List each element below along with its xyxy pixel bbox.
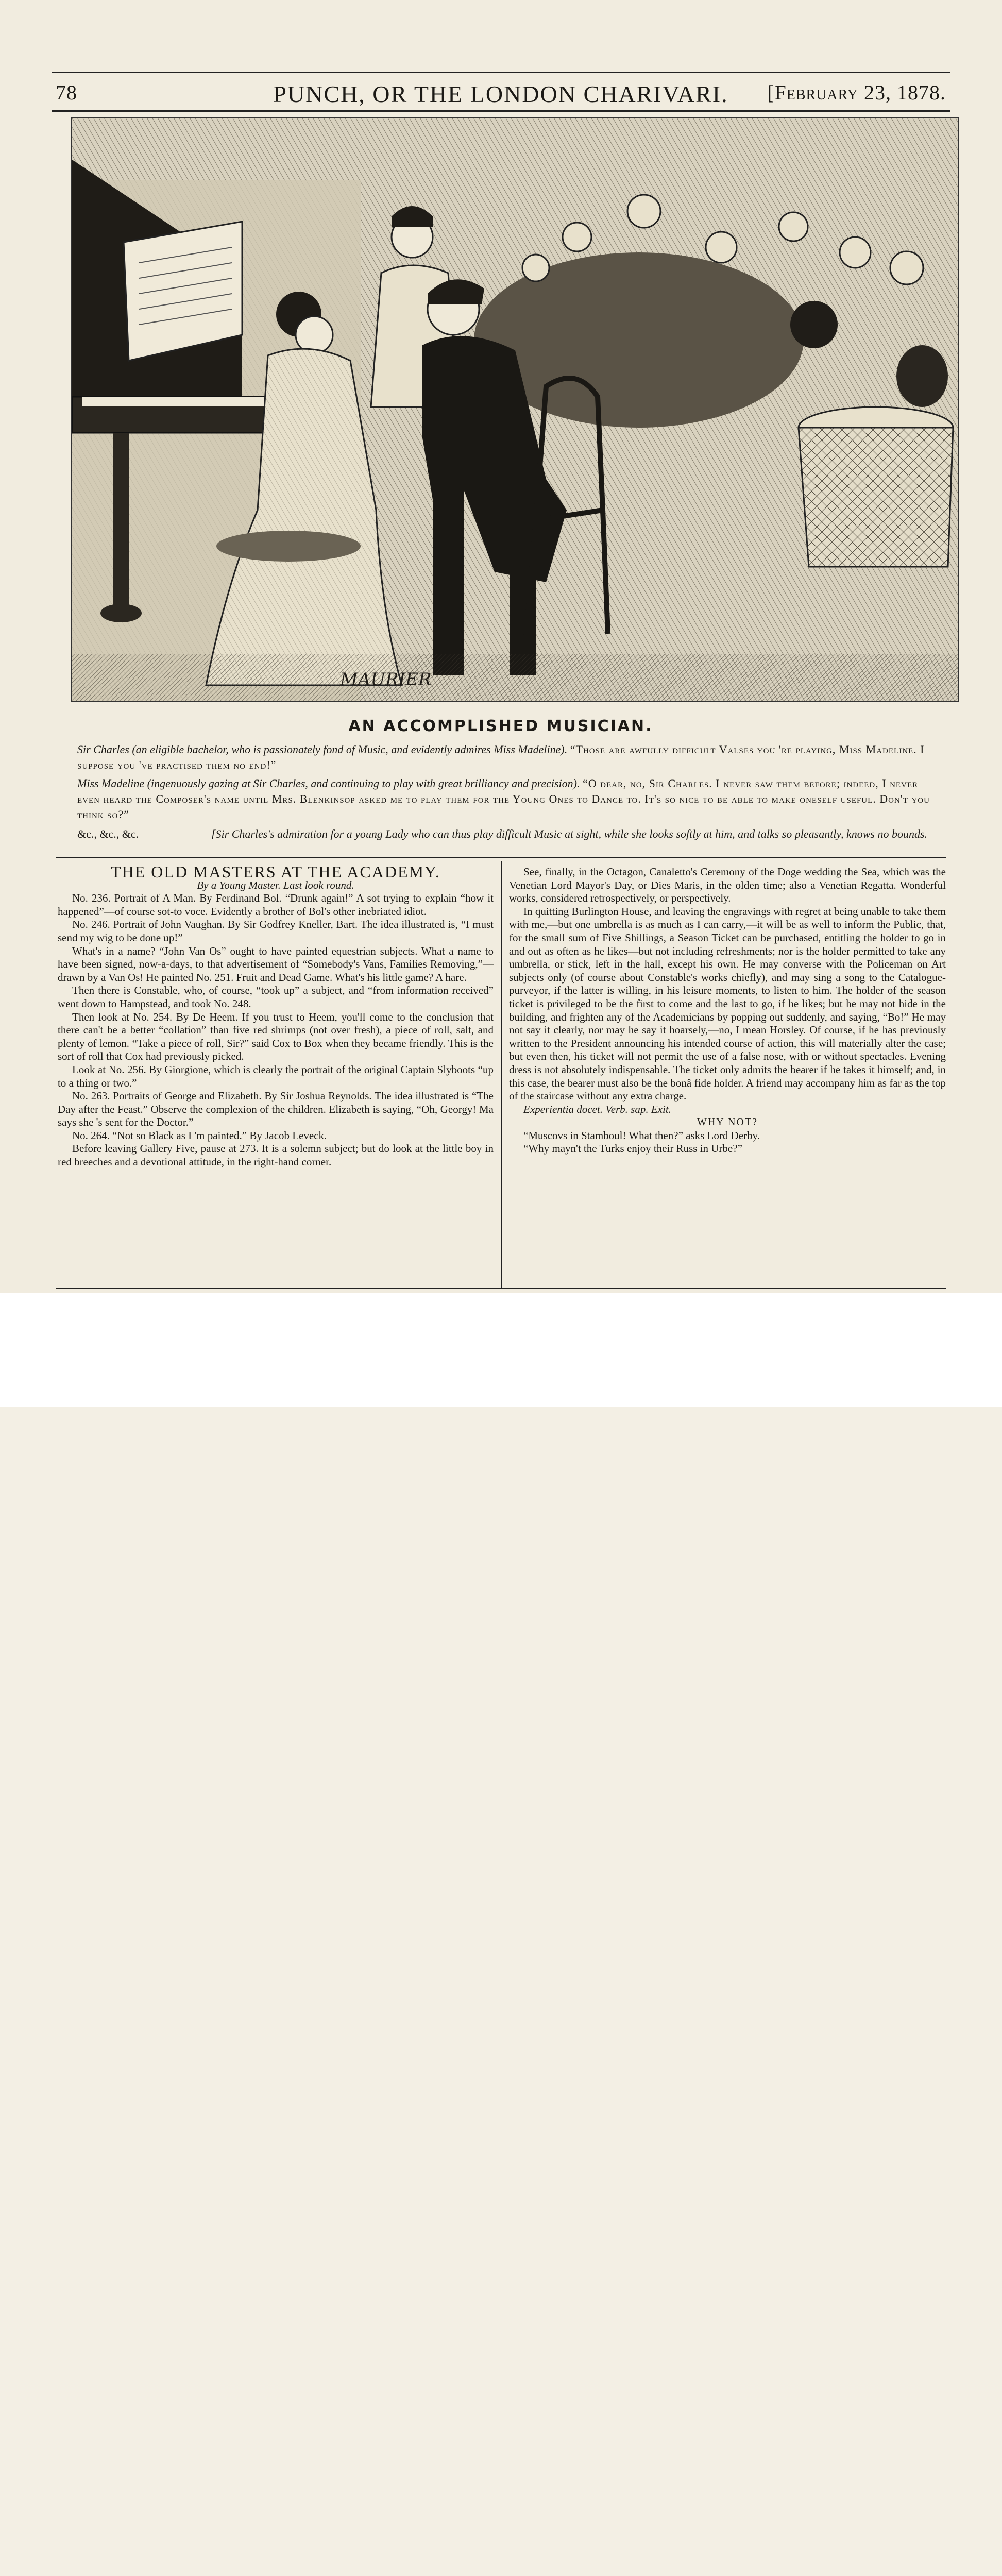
cartoon-engraving [72,118,958,701]
caption-rule [56,857,946,858]
illustration-caption: AN ACCOMPLISHED MUSICIAN. [348,717,653,735]
paragraph: Before leaving Gallery Five, pause at 273. It is a solemn subject; but do look at the little boy in red breeches and a devotional attitude, in the right-hand corner. [58,1142,494,1168]
verse-line: “Why mayn't the Turks enjoy their Russ in Urbe?” [523,1142,742,1155]
engraving-illustration [71,117,959,702]
paragraph: What's in a name? “John Van Os” ought to have painted equestrian subjects. What a name to have been signed, now-a-days, to that advertisement of “Somebody's Vans, Families Removing,”—drawn by a Van Os! He painted No. 251. Fruit and Dead Game. What's his little game? A hare. [58,944,494,984]
etc-line: &c., &c., &c. [77,827,139,840]
paragraph: No. 264. “Not so Black as I 'm painted.” By Jacob Leveck. [72,1129,327,1142]
header-rule [52,110,950,112]
issue-date: [February 23, 1878. [767,81,946,104]
column-divider [501,861,502,1289]
paragraph: No. 246. Portrait of John Vaughan. By Sir Godfrey Kneller, Bart. The idea illustrated is, “I must send my wig to be done up!” [58,918,494,944]
closing-line: Experientia docet. Verb. sap. Exit. [523,1103,671,1115]
speaker-miss-madeline: Miss Madeline [77,777,145,790]
article-heading: THE OLD MASTERS AT THE ACADEMY. [111,862,440,881]
speech-sir-charles: “Those are awfully difficult Valses you 're playing, Miss Madeline. I suppose you 've practised them no end!” [77,743,925,771]
top-rule [52,72,950,73]
paragraph: See, finally, in the Octagon, Canaletto's Ceremony of the Doge wedding the Sea, which was the Venetian Lord Mayor's Day, or Dies Maris, in the olden time; also a Venetian Regatta. Wonderful works, considered retrospectively, or perspectively. [509,866,946,905]
speech-miss-madeline: “O dear, no, Sir Charles. I never saw them before; indeed, I never even heard the Composer's name until Mrs. Blenkinsop asked me to play them for the Young Ones to Dance to. It's so nice to be able to make oneself useful. Don't you think so?” [77,777,930,821]
stage-direction-1: (an eligible bachelor, who is passionately fond of Music, and evidently admires Miss Madeline). [132,743,568,756]
running-header [56,76,946,108]
article-old-masters [58,862,494,1169]
page-number: 78 [56,81,77,104]
speaker-sir-charles: Sir Charles [77,743,129,756]
dialog-sir-charles [77,742,943,773]
paragraph: Then there is Constable, who, of course, “took up” a subject, and “from information received” went down to Hampstead, and took No. 248. [58,984,494,1010]
dialog-miss-madeline [77,776,943,822]
why-not-heading: WHY NOT? [697,1116,758,1128]
paragraph: No. 263. Portraits of George and Elizabeth. By Sir Joshua Reynolds. The idea illustrated is “The Day after the Feast.” Observe the complexion of the children. Elizabeth is saying, “Oh, Georgy! Ma says she 's sent for the Doctor.” [58,1090,494,1129]
paragraph: In quitting Burlington House, and leaving the engravings with regret at being unable to take them with me,—but one umbrella is as much as I can carry,—it will be as well to inform the Public, that, for the small sum of Five Shillings, a Season Ticket can be purchased, entitling the holder to go in and out as often as he likes—but not including refreshments; nor is the holder permitted to take any umbrella, or stick, left in the hall, except his own. He may converse with the Policeman on Art subjects only (of course about Constable's works chiefly), and may sing a song to the Catalogue-purveyor, if the latter is willing, in his leisure moments, to listen to him. The holder of the season ticket is privileged to be the first to come and the last to go, if he likes; but he may not hide in the building, and frighten any of the Academicians by popping out suddenly, and saying, “Bo!” He may not say it clearly, nor may he say it hoarsely,—no, I mean Horsley. Of course, if he has previously written to the President announcing his intended course of action, this will materially alter the case; but even then, his ticket will not permit the use of a false nose, with or without spectacles. Evening dress is not absolutely indispensable. The ticket only admits the bearer if he takes it himself; and, in this case, the bearer must also be the bonâ fide holder. A friend may accompany him as far as the top of the staircase without any extra charge. [509,905,946,1103]
bottom-rule [56,1288,946,1289]
article-byline: By a Young Master. Last look round. [197,878,354,891]
publication-title: PUNCH, OR THE LONDON CHARIVARI. [273,81,728,107]
paragraph: No. 236. Portrait of A Man. By Ferdinand Bol. “Drunk again!” A sot trying to explain “how it happened”—of course sot-to voce. Evidently a brother of Bol's other inebriated idiot. [58,892,494,918]
verse-line: “Muscovs in Stamboul! What then?” asks Lord Derby. [523,1129,760,1142]
artist-signature: MAURIER [340,669,432,690]
stage-direction-2: (ingenuously gazing at Sir Charles, and continuing to play with great brilliancy and precision). [147,777,580,790]
article-continuation [509,866,946,1156]
caption-footnote: [Sir Charles's admiration for a young Lady who can thus play difficult Music at sight, while she looks softly at him, and talks so pleasantly, knows no bounds. [211,827,928,840]
digitization-footer [0,1293,1002,1407]
paragraph: Look at No. 256. By Giorgione, which is clearly the portrait of the original Captain Slyboots “up to a thing or two.” [58,1063,494,1089]
paragraph: Then look at No. 254. By De Heem. If you trust to Heem, you'll come to the conclusion that there can't be a better “collation” than five red shrimps (not over fresh), a piece of roll, salt, and plenty of lemon. “Take a piece of roll, Sir?” said Cox to Box when they became friendly. This is the sort of roll that Cox had previously picked. [58,1010,494,1063]
